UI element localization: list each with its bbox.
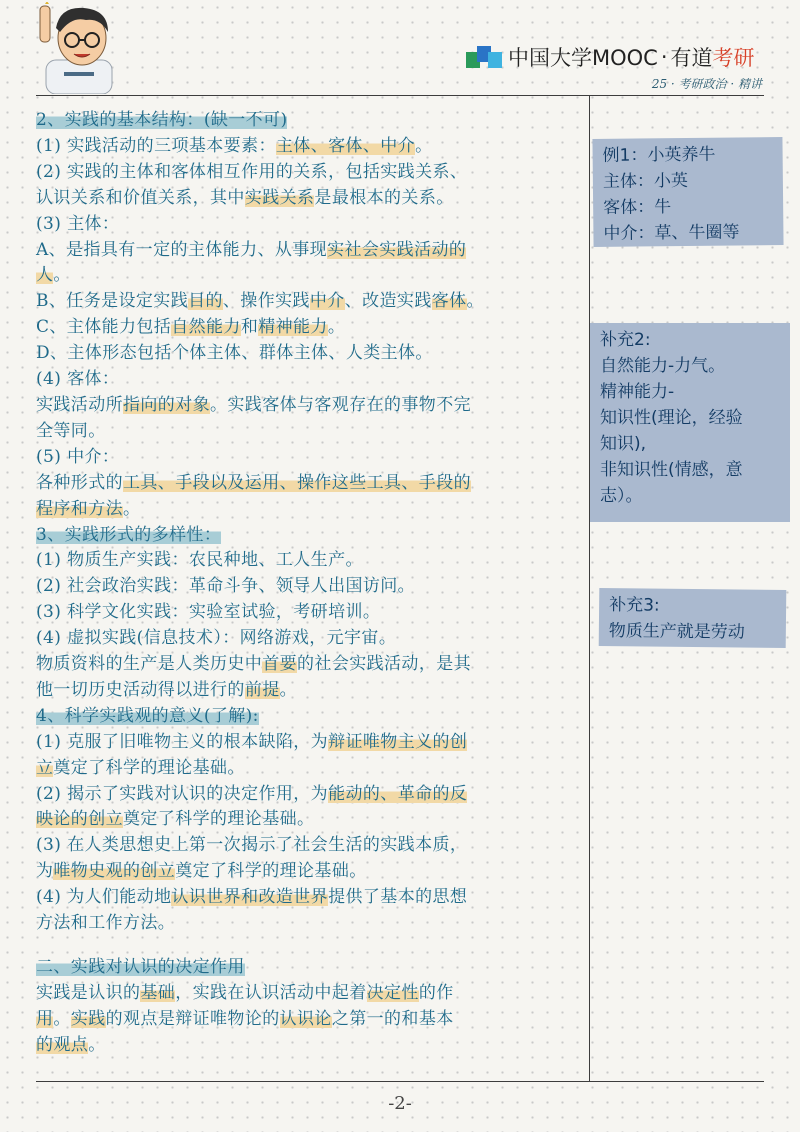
key-term-highlight: 用 [36,1008,54,1029]
text-line [36,393,588,419]
brand-mooc-text: 中国大学MOOC [508,46,658,70]
text-segment: A、是指具有一定的主体能力、从事现 [36,239,328,260]
text-segment: 的社会实践活动，是其 [297,654,472,675]
text-segment: (5) 中介： [36,446,120,467]
text-line [36,859,588,885]
text-segment: (3) 主体： [36,213,120,234]
text-segment: 奠定了科学的理论基础。 [175,861,367,882]
text-segment: 和 [240,317,259,338]
text-line [36,445,588,471]
key-term-highlight: 唯物史观的创立 [53,861,176,882]
text-segment: 的作 [418,982,454,1003]
text-line [36,367,588,393]
note-line: 补充3: [609,595,660,616]
text-segment: 之第一的和基本 [331,1008,454,1029]
side-note-example-1 [592,137,783,247]
key-term-highlight: 人 [36,265,54,286]
text-segment: C、主体能力包括 [36,317,172,338]
text-line [36,756,588,782]
text-line [36,263,588,289]
text-line [36,212,588,238]
heading-highlight: 4、科学实践观的意义(了解): [36,705,259,726]
text-segment: 全等同。 [36,420,106,441]
text-line [36,341,588,367]
text-segment: (3) 在人类思想史上第一次揭示了社会生活的实践本质， [36,835,468,856]
text-line [36,238,588,264]
text-line [36,782,588,808]
key-term-highlight: 自然能力 [171,317,241,338]
side-note-supplement-3 [599,588,787,648]
key-term-highlight: 主体、客体、中介 [275,135,416,156]
text-line [36,471,588,497]
key-term-highlight: 认识世界和改造世界 [171,887,329,908]
key-term-highlight: 立 [36,757,54,778]
key-term-highlight: 能动的、革命的反 [328,783,468,804]
text-line [36,600,588,626]
text-segment: (1) 实践活动的三项基本要素： [36,135,276,156]
key-term-highlight: 客体 [431,291,467,312]
text-segment: 提供了基本的思想 [328,887,468,908]
brand-youdao-text: 有道 [670,46,713,70]
key-term-highlight: 精神能力 [258,317,328,338]
text-segment: 。 [327,317,346,338]
text-segment: 。实践客体与客观存在的事物不完 [210,394,471,415]
key-term-highlight: 的观点 [36,1034,89,1055]
text-line [36,289,588,315]
text-segment: 、改造实践 [344,291,432,312]
text-line [36,955,588,981]
key-term-highlight: 实社会实践活动的 [327,239,467,260]
key-term-highlight: 实践 [70,1008,106,1029]
key-term-highlight: 基础 [140,982,176,1003]
note-line: 知识性(理论，经验 [600,408,743,428]
brand-logo [466,42,755,72]
text-segment: 。 [53,265,71,286]
top-divider [36,95,764,96]
key-term-highlight: 认识论 [279,1008,332,1029]
heading-highlight: 二、实践对认识的决定作用 [36,957,245,977]
note-line: 非知识性(情感，意 [600,460,743,480]
text-segment: 的观点是辩证唯物论的 [105,1008,280,1029]
note-line: 精神能力- [600,382,675,402]
text-line [36,626,588,652]
column-divider [589,95,590,1081]
text-line [36,981,588,1007]
text-segment: 方法和工作方法。 [36,913,176,934]
text-segment: (2) 揭示了实践对认识的决定作用，为 [36,783,329,804]
key-term-highlight: 决定性 [366,982,419,1003]
text-segment: 各种形式的 [36,472,123,493]
key-term-highlight: 中介 [309,291,345,312]
spacer [36,937,588,955]
text-segment: 。 [415,135,433,156]
text-segment: D、主体形态包括个体主体、群体主体、人类主体。 [36,343,433,364]
text-segment: (4) 虚拟实践(信息技术）：网络游戏，元宇宙。 [36,628,397,649]
text-segment: ，实践在认识活动中起着 [175,982,367,1003]
text-segment: 。 [123,498,141,519]
key-term-highlight: 工具、手段以及运用、操作这些工具、手段的 [123,472,471,493]
note-line: 志）。 [600,486,643,506]
text-segment: 实践是认识的 [36,982,141,1003]
note-line: 中介：草、牛圈等 [603,222,740,244]
text-segment: 认识关系和价值关系，其中 [36,187,245,208]
key-term-highlight: 程序和方法 [36,498,123,519]
text-segment: 是最根本的关系。 [314,187,454,208]
bottom-divider [36,1081,764,1082]
text-line [36,548,588,574]
text-line [36,833,588,859]
text-line [36,678,588,704]
text-line [36,523,588,549]
side-note-supplement-2 [590,323,790,522]
text-line [36,186,588,212]
text-line [36,704,588,730]
text-segment: (2) 实践的主体和客体相互作用的关系，包括实践关系、 [36,161,468,182]
text-segment: 奠定了科学的理论基础。 [53,757,245,778]
heading-highlight: 3、实践形式的多样性： [36,524,222,545]
key-term-highlight: 指向的对象 [123,394,210,415]
text-segment: 。 [53,1008,71,1029]
text-segment: 。 [466,291,484,312]
text-segment: (2) 社会政治实践：革命斗争、领导人出国访问。 [36,576,416,597]
note-line: 自然能力-力气。 [600,356,726,376]
text-line [36,315,588,341]
course-subtitle: 25 · 考研政治 · 精讲 [651,77,762,91]
text-segment: (4) 为人们能动地 [36,887,172,908]
text-segment: (1) 克服了旧唯物主义的根本缺陷，为 [36,731,329,752]
page-number: -2- [388,1093,412,1114]
text-segment: B、任务是设定实践 [36,291,189,312]
key-term-highlight: 前提 [244,679,280,700]
text-segment: 物质资料的生产是人类历史中 [36,654,263,675]
note-line: 例1：小英养牛 [602,144,716,166]
text-segment: (3) 科学文化实践：实验室试验，考研培训。 [36,602,381,623]
text-segment: (1) 物质生产实践：农民种地、工人生产。 [36,550,363,571]
text-line [36,419,588,445]
text-line [36,574,588,600]
text-line [36,134,588,160]
text-line [36,1007,588,1033]
text-line [36,911,588,937]
text-segment: 为 [36,861,54,882]
note-line: 客体：牛 [603,197,672,218]
text-segment: 。 [279,679,298,700]
text-line [36,160,588,186]
note-line: 补充2: [600,330,651,350]
text-segment: (4) 客体： [36,369,120,390]
text-line [36,807,588,833]
note-line: 主体：小英 [602,171,688,192]
text-line [36,885,588,911]
text-line [36,1033,588,1059]
heading-highlight: 2、实践的基本结构：(缺一不可) [36,110,288,130]
text-segment: 奠定了科学的理论基础。 [123,809,315,830]
note-line: 知识), [600,434,647,454]
text-segment: 实践活动所 [36,394,123,415]
key-term-highlight: 映论的创立 [36,809,123,830]
text-segment: 他一切历史活动得以进行的 [36,679,245,700]
text-line [36,730,588,756]
text-line [36,108,588,134]
key-term-highlight: 实践关系 [244,187,315,208]
key-term-highlight: 首要 [262,654,298,675]
cartoon-teacher-avatar [38,2,124,94]
key-term-highlight: 辩证唯物主义的创 [328,731,468,752]
brand-separator: · [660,45,668,69]
mooc-logo-icon [466,46,502,68]
key-term-highlight: 目的 [188,291,223,312]
text-line [36,652,588,678]
note-line: 物质生产就是劳动 [608,621,745,643]
text-segment: 。 [88,1034,106,1055]
brand-kaoyan-text: 考研 [712,46,755,70]
main-notes-column [36,108,588,1059]
text-segment: 、操作实践 [222,291,310,312]
text-line [36,497,588,523]
